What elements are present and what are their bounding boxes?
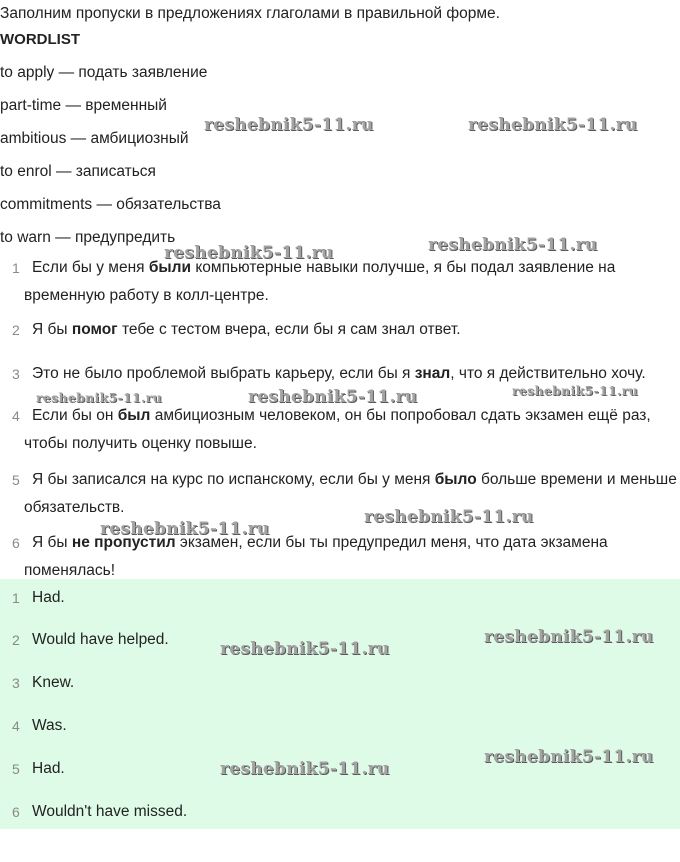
exercise-number: 2 — [12, 322, 20, 338]
wordlist-item: commitments — обязательства — [0, 196, 221, 213]
watermark: reshebnik5-11.ru — [220, 759, 390, 779]
wordlist-item: to warn — предупредить — [0, 229, 176, 246]
answer-number: 4 — [12, 718, 20, 734]
exercise-text: Я бы записался на курс по испанскому, если бы у меня было больше времени и меньше обязательств. — [24, 471, 677, 516]
wordlist-item: to apply — подать заявление — [0, 64, 208, 81]
exercise-verb: помог — [71, 321, 118, 338]
instruction-text: Заполним пропуски в предложениях глаголами в правильной форме. — [0, 5, 500, 22]
exercise-verb: был — [117, 407, 151, 424]
answers-panel — [0, 579, 680, 829]
exercise-text: Это не было проблемой выбрать карьеру, если бы я знал, что я действительно хочу. — [32, 365, 646, 382]
exercise-text: Если бы он был амбициозным человеком, он бы попробовал сдать экзамен ещё раз, чтобы получить оценку повыше. — [24, 407, 651, 452]
answer-text: Was. — [32, 717, 67, 734]
exercise-verb: не пропустил — [71, 534, 176, 551]
answer-text: Had. — [32, 589, 65, 606]
wordlist-item: to enrol — записаться — [0, 163, 156, 180]
watermark: reshebnik5-11.ru — [220, 639, 390, 659]
watermark: reshebnik5-11.ru — [36, 390, 162, 405]
answer-number: 2 — [12, 632, 20, 648]
wordlist-item: part-time — временный — [0, 97, 167, 114]
exercise-number: 5 — [12, 472, 20, 488]
wordlist-item: ambitious — амбициозный — [0, 130, 189, 147]
answer-text: Would have helped. — [32, 631, 169, 648]
exercise-number: 6 — [12, 535, 20, 551]
answer-text: Wouldn't have missed. — [32, 803, 188, 820]
exercise-text: Я бы помог тебе с тестом вчера, если бы я сам знал ответ. — [32, 321, 461, 338]
answer-number: 1 — [12, 590, 20, 606]
exercise-number: 3 — [12, 366, 20, 382]
answer-text: Knew. — [32, 674, 75, 691]
exercise-number: 1 — [12, 260, 20, 276]
watermark: reshebnik5-11.ru — [428, 235, 598, 255]
watermark: reshebnik5-11.ru — [248, 387, 418, 407]
answer-text: Had. — [32, 760, 65, 777]
answer-number: 3 — [12, 675, 20, 691]
watermark: reshebnik5-11.ru — [484, 627, 654, 647]
exercise-verb: были — [148, 259, 192, 276]
exercise-number: 4 — [12, 408, 20, 424]
exercise-text: Если бы у меня были компьютерные навыки получше, я бы подал заявление на временную работу в колл-центре. — [24, 259, 616, 304]
exercise-verb: было — [434, 471, 477, 488]
answer-number: 5 — [12, 761, 20, 777]
watermark: reshebnik5-11.ru — [100, 519, 270, 539]
exercise-text: Я бы не пропустил экзамен, если бы ты предупредил меня, что дата экзамена поменялась! — [24, 534, 608, 579]
exercise-verb: знал — [414, 365, 451, 382]
watermark: reshebnik5-11.ru — [512, 383, 638, 398]
watermark: reshebnik5-11.ru — [364, 507, 534, 527]
watermark: reshebnik5-11.ru — [484, 747, 654, 767]
watermark: reshebnik5-11.ru — [204, 115, 374, 135]
answer-number: 6 — [12, 804, 20, 820]
watermark: reshebnik5-11.ru — [468, 115, 638, 135]
watermark: reshebnik5-11.ru — [164, 243, 334, 263]
wordlist-heading: WORDLIST — [0, 31, 80, 48]
